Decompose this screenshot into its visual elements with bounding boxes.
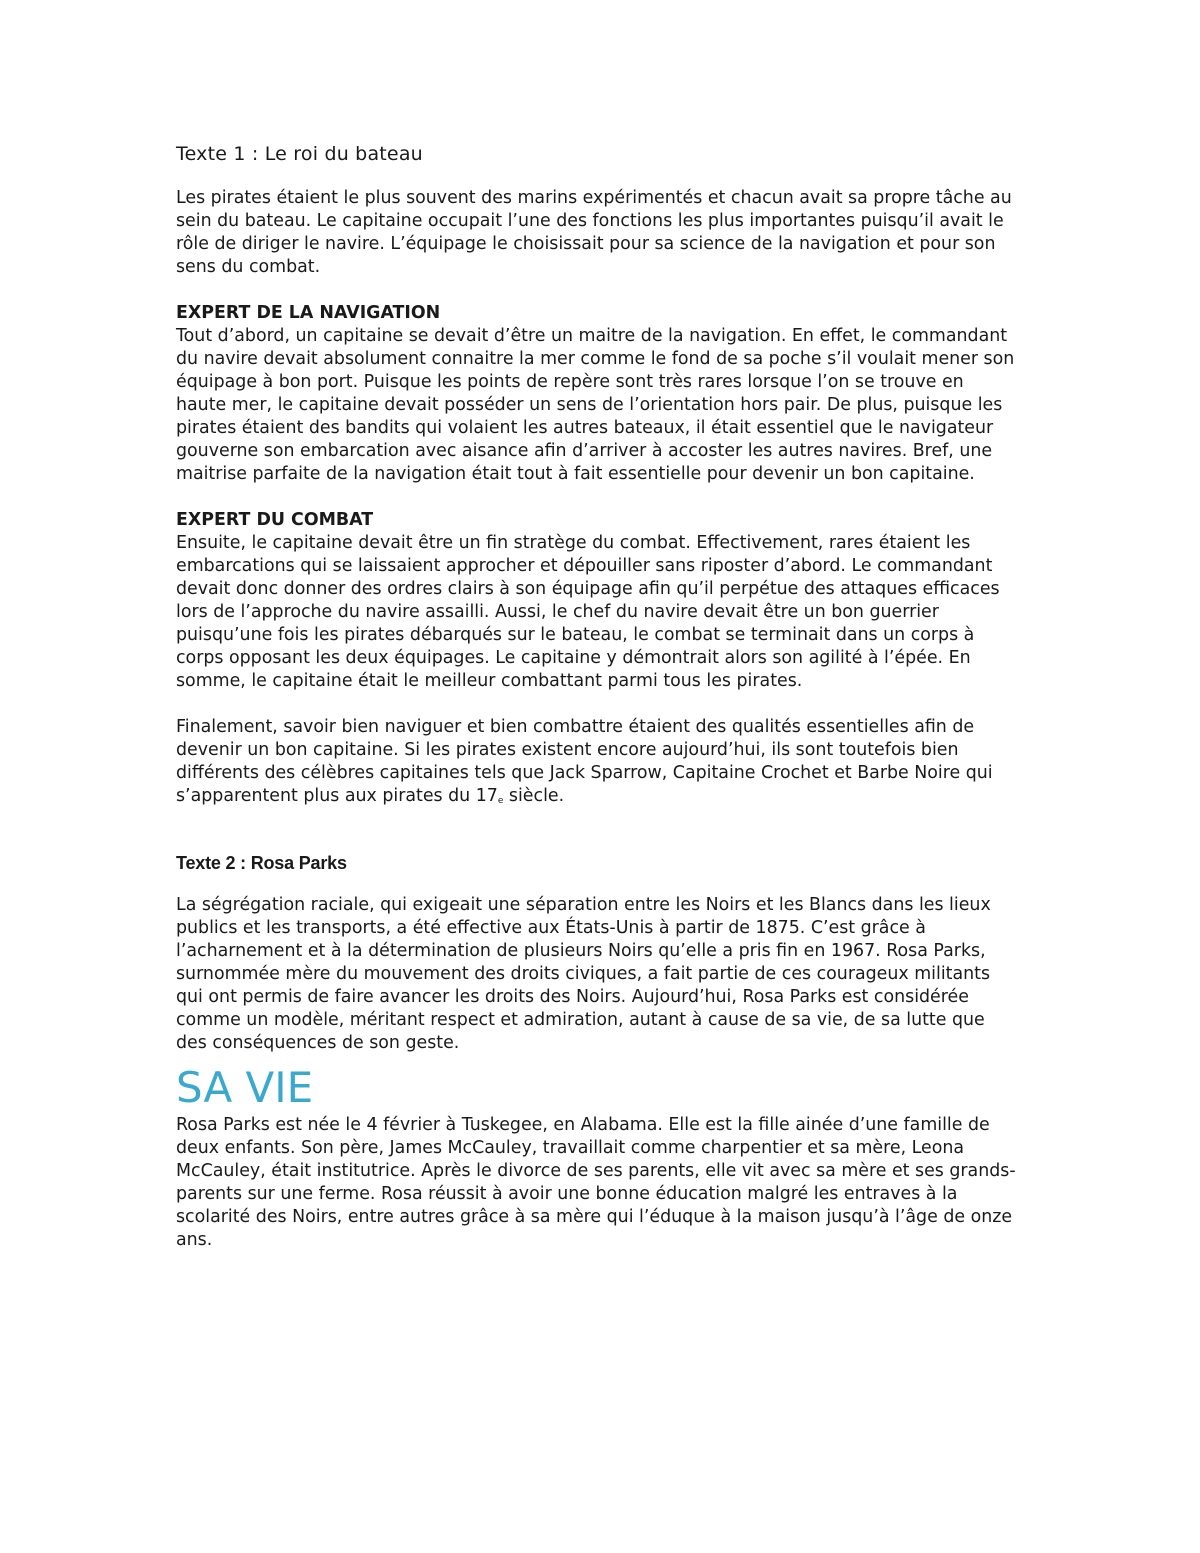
document-content [176, 141, 1016, 1252]
texte1-intro-paragraph: Les pirates étaient le plus souvent des marins expérimentés et chacun avait sa propre tâche au sein du bateau. Le capitaine occupait l’une des fonctions les plus importantes puisqu’il avait le rôle de diriger le navire. L’équipage le choisissait pour sa science de la navigation et pour son sens du combat. [176, 188, 1012, 277]
conclusion-paragraph [176, 716, 1016, 811]
sa-vie-paragraph: Rosa Parks est née le 4 février à Tuskegee, en Alabama. Elle est la fille ainée d’une famille de deux enfants. Son père, James McCauley, travaillait comme charpentier et sa mère, Leona McCauley, était institutrice. Après le divorce de ses parents, elle vit avec sa mère et ses grands-parents sur une ferme. Rosa réussit à avoir une bonne éducation malgré les entraves à la scolarité des Noirs, entre autres grâce à sa mère qui l’éduque à la maison jusqu’à l’âge de onze ans. [176, 1115, 1016, 1250]
texte2-intro-paragraph: La ségrégation raciale, qui exigeait une séparation entre les Noirs et les Blancs dans les lieux publics et les transports, a été effective aux États-Unis à partir de 1875. C’est grâce à l’acharnement et à la détermination de plusieurs Noirs qu’elle a pris fin en 1967. Rosa Parks, surnommée mère du mouvement des droits civiques, a fait partie de ces courageux militants qui ont permis de faire avancer les droits des Noirs. Aujourd’hui, Rosa Parks est considérée comme un modèle, méritant respect et admiration, autant à cause de sa vie, de sa lutte que des conséquences de son geste. [176, 895, 991, 1053]
paragraph-spacer [176, 693, 1016, 716]
texte1-title: Texte 1 : Le roi du bateau [176, 143, 423, 165]
section-spacer [176, 811, 1016, 850]
paragraph-spacer [176, 486, 1016, 509]
century-superscript: e [497, 796, 504, 806]
sa-vie-heading: SA VIE [176, 1063, 314, 1112]
conclusion-end: siècle. [503, 786, 565, 806]
navigation-paragraph: Tout d’abord, un capitaine se devait d’être un maitre de la navigation. En effet, le commandant du navire devait absolument connaitre la mer comme le fond de sa poche s’il voulait mener son équipage à bon port. Puisque les points de repère sont très rares lorsque l’on se trouve en haute mer, le capitaine devait posséder un sens de l’orientation hors pair. De plus, puisque les pirates étaient des bandits qui volaient les autres bateaux, il était essentiel que le navigateur gouverne son embarcation avec aisance afin d’arriver à accoster les autres navires. Bref, une maitrise parfaite de la navigation était tout à fait essentielle pour devenir un bon capitaine. [176, 326, 1015, 484]
paragraph-spacer [176, 279, 1016, 302]
texte2-title: Texte 2 : Rosa Parks [176, 853, 347, 873]
conclusion-text: Finalement, savoir bien naviguer et bien combattre étaient des qualités essentielles afin de devenir un bon capitaine. Si les pirates existent encore aujourd’hui, ils sont toutefois bien différents des célèbres capitaines tels que Jack Sparrow, Capitaine Crochet et Barbe Noire qui s’apparentent plus aux pirates du 17 [176, 717, 993, 806]
section-heading-combat: EXPERT DU COMBAT [176, 510, 374, 530]
combat-paragraph: Ensuite, le capitaine devait être un fin stratège du combat. Effectivement, rares étaient les embarcations qui se laissaient approcher et dépouiller sans riposter d’abord. Le commandant devait donc donner des ordres clairs à son équipage afin qu’il perpétue des attaques efficaces lors de l’approche du navire assailli. Aussi, le chef du navire devait être un bon guerrier puisqu’une fois les pirates débarqués sur le bateau, le combat se terminait dans un corps à corps opposant les deux équipages. Le capitaine y démontrait alors son agilité à l’épée. En somme, le capitaine était le meilleur combattant parmi tous les pirates. [176, 533, 1000, 691]
section-heading-navigation: EXPERT DE LA NAVIGATION [176, 303, 441, 323]
